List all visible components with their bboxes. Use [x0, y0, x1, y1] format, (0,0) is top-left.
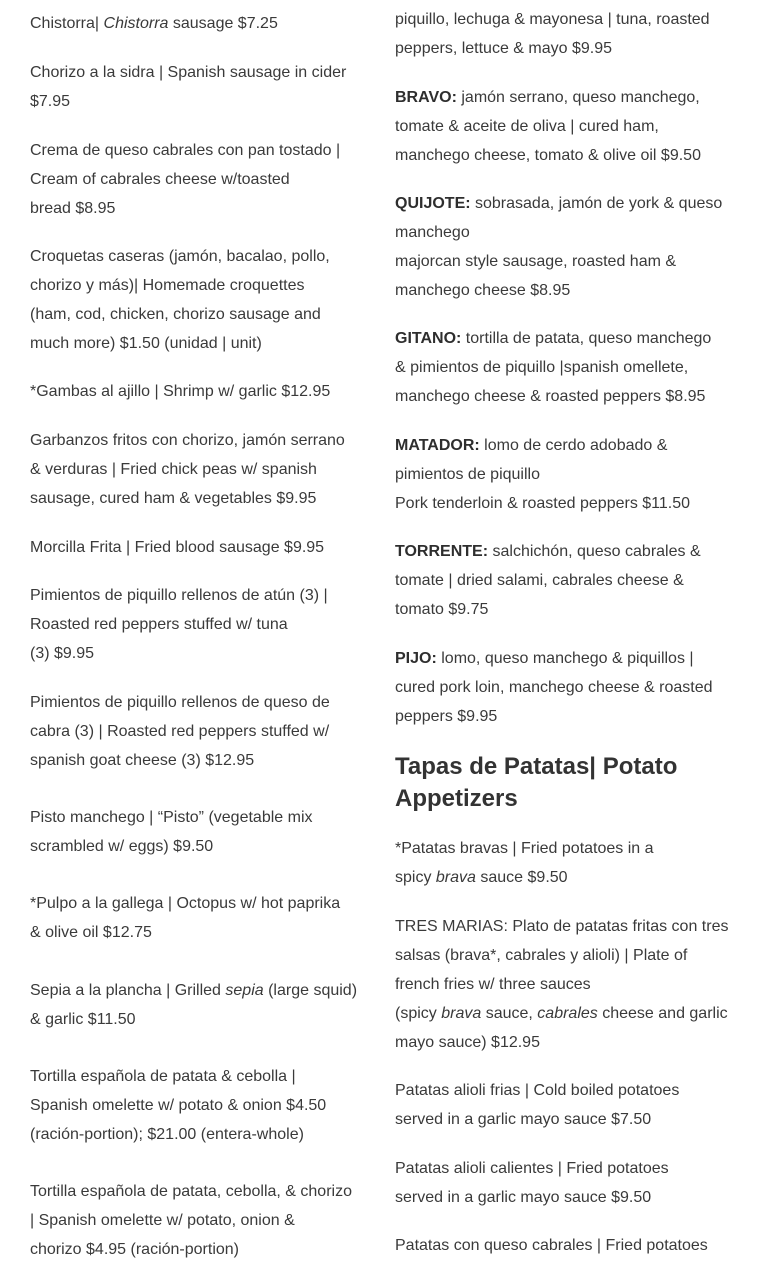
menu-item-pisto: Pisto manchego | “Pisto” (vegetable mix scrambled w/ eggs) $9.50	[30, 809, 313, 855]
menu-item-tres-marias: TRES MARIAS: Plato de patatas fritas con tres salsas (brava*, cabrales y alioli) | Plate of french fries w/ three sauces (spicy brava sauce, cabrales cheese and garlic mayo sauce) $12.95	[395, 918, 729, 1051]
menu-item-morcilla: Morcilla Frita | Fried blood sausage $9.95	[30, 539, 325, 556]
menu-item-sandwich-fragment: piquillo, lechuga & mayonesa | tuna, roasted peppers, lettuce & mayo $9.95	[395, 11, 710, 57]
menu-item-bravo: BRAVO: jamón serrano, queso manchego, tomate & aceite de oliva | cured ham, manchego cheese, tomato & olive oil $9.50	[395, 89, 701, 164]
menu-item-torrente: TORRENTE: salchichón, queso cabrales & tomate | dried salami, cabrales cheese & tomato $9.75	[395, 543, 701, 618]
menu-item-gambas: *Gambas al ajillo | Shrimp w/ garlic $12.95	[30, 383, 331, 400]
menu-item-patatas-cabrales: Patatas con queso cabrales | Fried potatoes	[395, 1237, 708, 1254]
menu-item-crema-cabrales: Crema de queso cabrales con pan tostado | Cream of cabrales cheese w/toasted bread $8.95	[30, 142, 341, 217]
sandwich-name: QUIJOTE:	[395, 195, 471, 212]
menu-item-sepia: Sepia a la plancha | Grilled sepia (large squid) & garlic $11.50	[30, 982, 358, 1028]
menu-item-chorizo-sidra: Chorizo a la sidra | Spanish sausage in cider $7.95	[30, 64, 347, 110]
menu-item-chistorra: Chistorra| Chistorra sausage $7.25	[30, 15, 278, 32]
menu-item-pimientos-cabra: Pimientos de piquillo rellenos de queso de cabra (3) | Roasted red peppers stuffed w/ spanish goat cheese (3) $12.95	[30, 694, 330, 769]
menu-item-matador: MATADOR: lomo de cerdo adobado & pimientos de piquillo Pork tenderloin & roasted peppers $11.50	[395, 437, 691, 512]
menu-item-croquetas: Croquetas caseras (jamón, bacalao, pollo, chorizo y más)| Homemade croquettes (ham, cod, chicken, chorizo sausage and much more) $1.50 (unidad | unit)	[30, 248, 330, 352]
menu-item-pulpo: *Pulpo a la gallega | Octopus w/ hot paprika & olive oil $12.75	[30, 895, 341, 941]
menu-item-patatas-bravas: *Patatas bravas | Fried potatoes in a spicy brava sauce $9.50	[395, 840, 654, 886]
sandwich-name: MATADOR:	[395, 437, 480, 454]
sandwich-name: PIJO:	[395, 650, 437, 667]
menu-item-alioli-calientes: Patatas alioli calientes | Fried potatoes served in a garlic mayo sauce $9.50	[395, 1160, 669, 1206]
sandwich-name: GITANO:	[395, 330, 462, 347]
sandwich-name: TORRENTE:	[395, 543, 489, 560]
sandwich-name: BRAVO:	[395, 89, 457, 106]
menu-item-tortilla-chorizo: Tortilla española de patata, cebolla, & chorizo | Spanish omelette w/ potato, onion & chorizo $4.95 (ración-portion)	[30, 1183, 352, 1258]
menu-item-quijote: QUIJOTE: sobrasada, jamón de york & queso manchego majorcan style sausage, roasted ham & manchego cheese $8.95	[395, 195, 723, 299]
menu-item-pijo: PIJO: lomo, queso manchego & piquillos | cured pork loin, manchego cheese & roasted peppers $9.95	[395, 650, 713, 725]
menu-item-garbanzos: Garbanzos fritos con chorizo, jamón serrano & verduras | Fried chick peas w/ spanish sausage, cured ham & vegetables $9.95	[30, 432, 345, 507]
section-title-potato-appetizers: Tapas de Patatas| Potato Appetizers	[395, 753, 678, 812]
menu-item-pimientos-atun: Pimientos de piquillo rellenos de atún (3) | Roasted red peppers stuffed w/ tuna (3) $9.95	[30, 587, 328, 662]
menu-item-alioli-frias: Patatas alioli frias | Cold boiled potatoes served in a garlic mayo sauce $7.50	[395, 1082, 680, 1128]
menu-item-gitano: GITANO: tortilla de patata, queso manchego & pimientos de piquillo |spanish omellete, manchego cheese & roasted peppers $8.95	[395, 330, 712, 405]
menu-item-tortilla: Tortilla española de patata & cebolla | Spanish omelette w/ potato & onion $4.50 (ración-portion); $21.00 (entera-whole)	[30, 1068, 327, 1143]
